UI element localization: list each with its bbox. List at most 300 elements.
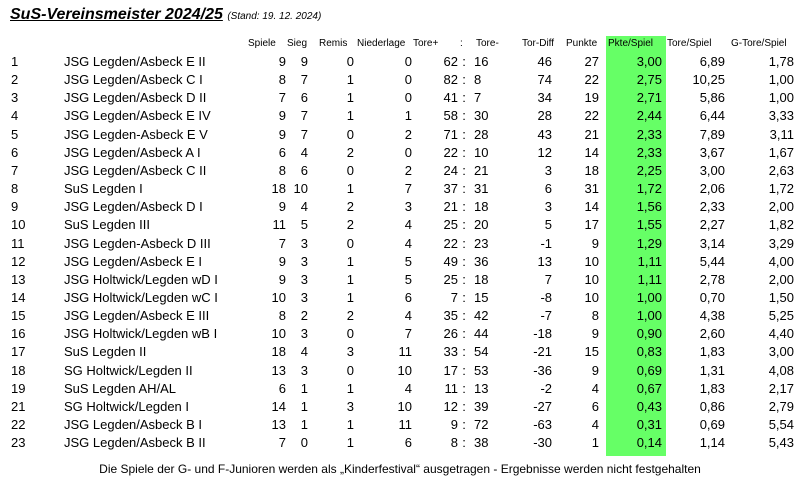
cell-tor-diff: -30 bbox=[533, 435, 552, 451]
cell-tore-minus: 18 bbox=[474, 199, 489, 215]
cell-sieg: 3 bbox=[300, 271, 308, 287]
table-row bbox=[0, 235, 800, 253]
cell-tore-minus: 54 bbox=[474, 344, 489, 360]
cell-rank: 19 bbox=[11, 380, 26, 396]
cell-team: JSG Legden/Asbeck E III bbox=[64, 308, 210, 324]
cell-rank: 23 bbox=[11, 435, 26, 451]
cell-remis: 1 bbox=[346, 271, 354, 287]
cell-punkte: 4 bbox=[591, 380, 599, 396]
header-g-tore-spiel: G-Tore/Spiel bbox=[731, 38, 787, 49]
cell-rank: 17 bbox=[11, 344, 26, 360]
table-row bbox=[0, 180, 800, 198]
cell-spiele: 8 bbox=[278, 72, 286, 88]
cell-rank: 3 bbox=[11, 90, 19, 106]
cell-tor-diff: -8 bbox=[540, 289, 552, 305]
table-row bbox=[0, 126, 800, 144]
cell-tore-spiel: 5,86 bbox=[699, 90, 725, 106]
cell-spiele: 6 bbox=[278, 380, 286, 396]
cell-spiele: 6 bbox=[278, 144, 286, 160]
cell-tore-plus: 7 bbox=[450, 289, 458, 305]
cell-tor-diff: -63 bbox=[533, 417, 552, 432]
cell-niederlage: 0 bbox=[404, 144, 412, 160]
header-punkte: Punkte bbox=[566, 38, 598, 49]
cell-spiele: 9 bbox=[278, 253, 286, 269]
cell-tore-plus: 62 bbox=[443, 54, 458, 69]
cell-tore-plus: 11 bbox=[444, 380, 458, 396]
cell-punkte: 10 bbox=[584, 289, 599, 305]
header-spiele: Spiele bbox=[248, 38, 276, 49]
cell-tore-spiel: 0,70 bbox=[699, 289, 725, 305]
cell-sieg: 0 bbox=[300, 435, 308, 451]
cell-spiele: 9 bbox=[278, 126, 286, 142]
cell-colon: : bbox=[462, 435, 466, 451]
cell-g-tore-spiel: 2,17 bbox=[768, 380, 794, 396]
table-row bbox=[0, 216, 800, 234]
cell-g-tore-spiel: 2,79 bbox=[768, 398, 794, 414]
cell-niederlage: 5 bbox=[404, 271, 412, 287]
cell-punkte: 15 bbox=[584, 344, 599, 360]
cell-colon: : bbox=[462, 289, 466, 305]
cell-punkte: 14 bbox=[584, 199, 599, 215]
cell-rank: 22 bbox=[11, 417, 26, 432]
cell-team: SuS Legden I bbox=[64, 181, 143, 197]
cell-spiele: 7 bbox=[278, 435, 286, 451]
cell-tore-spiel: 3,00 bbox=[699, 162, 725, 178]
cell-spiele: 8 bbox=[278, 308, 286, 324]
cell-pkte-spiel: 1,72 bbox=[636, 181, 662, 197]
cell-tore-plus: 26 bbox=[443, 326, 458, 342]
cell-pkte-spiel: 1,55 bbox=[636, 217, 662, 233]
cell-niederlage: 11 bbox=[398, 417, 412, 432]
cell-sieg: 6 bbox=[300, 162, 308, 178]
cell-punkte: 14 bbox=[584, 144, 599, 160]
table-row bbox=[0, 289, 800, 307]
cell-tore-plus: 24 bbox=[443, 162, 458, 178]
cell-remis: 1 bbox=[346, 90, 354, 106]
cell-colon: : bbox=[462, 162, 466, 178]
cell-pkte-spiel: 1,00 bbox=[636, 308, 662, 324]
cell-niederlage: 7 bbox=[404, 326, 412, 342]
cell-punkte: 21 bbox=[584, 126, 599, 142]
cell-spiele: 7 bbox=[278, 235, 286, 251]
cell-team: JSG Legden/Asbeck E II bbox=[64, 54, 206, 69]
header-colon: : bbox=[460, 38, 463, 49]
cell-sieg: 3 bbox=[300, 326, 308, 342]
cell-sieg: 7 bbox=[300, 108, 308, 124]
cell-colon: : bbox=[462, 54, 466, 69]
cell-tore-minus: 36 bbox=[474, 253, 489, 269]
cell-tore-minus: 44 bbox=[474, 326, 489, 342]
cell-tore-plus: 41 bbox=[443, 90, 458, 106]
cell-remis: 2 bbox=[346, 217, 354, 233]
cell-tore-spiel: 3,14 bbox=[699, 235, 725, 251]
cell-spiele: 9 bbox=[278, 271, 286, 287]
cell-sieg: 10 bbox=[293, 181, 308, 197]
cell-sieg: 2 bbox=[300, 308, 308, 324]
cell-remis: 0 bbox=[346, 362, 354, 378]
cell-rank: 7 bbox=[11, 162, 19, 178]
cell-tore-plus: 17 bbox=[443, 362, 458, 378]
cell-niederlage: 10 bbox=[397, 362, 412, 378]
cell-tore-spiel: 2,60 bbox=[699, 326, 725, 342]
cell-tore-plus: 82 bbox=[443, 72, 458, 88]
cell-colon: : bbox=[462, 253, 466, 269]
cell-rank: 14 bbox=[11, 289, 26, 305]
cell-remis: 1 bbox=[346, 417, 354, 432]
cell-tore-minus: 42 bbox=[474, 308, 489, 324]
cell-remis: 2 bbox=[346, 199, 354, 215]
cell-niederlage: 6 bbox=[404, 289, 412, 305]
cell-tore-plus: 58 bbox=[443, 108, 458, 124]
cell-rank: 21 bbox=[11, 398, 26, 414]
cell-tore-plus: 35 bbox=[443, 308, 458, 324]
cell-tore-minus: 8 bbox=[474, 72, 482, 88]
cell-tor-diff: 5 bbox=[544, 217, 552, 233]
cell-punkte: 31 bbox=[584, 181, 599, 197]
cell-g-tore-spiel: 2,00 bbox=[768, 199, 794, 215]
cell-niederlage: 0 bbox=[404, 90, 412, 106]
cell-tore-minus: 13 bbox=[474, 380, 489, 396]
cell-sieg: 5 bbox=[300, 217, 308, 233]
cell-tor-diff: 3 bbox=[544, 162, 552, 178]
cell-niederlage: 1 bbox=[404, 108, 412, 124]
cell-punkte: 17 bbox=[584, 217, 599, 233]
cell-pkte-spiel: 2,33 bbox=[636, 144, 662, 160]
cell-tore-minus: 53 bbox=[474, 362, 489, 378]
table-row bbox=[0, 380, 800, 398]
cell-pkte-spiel: 2,25 bbox=[636, 162, 662, 178]
stand-date: (Stand: 19. 12. 2024) bbox=[227, 11, 322, 22]
cell-pkte-spiel: 1,56 bbox=[636, 199, 662, 215]
cell-rank: 4 bbox=[11, 108, 19, 124]
cell-remis: 0 bbox=[346, 54, 354, 69]
cell-punkte: 6 bbox=[591, 398, 599, 414]
cell-punkte: 9 bbox=[591, 326, 599, 342]
cell-team: JSG Legden/Asbeck D II bbox=[64, 90, 207, 106]
cell-rank: 15 bbox=[11, 308, 26, 324]
cell-tore-spiel: 2,27 bbox=[699, 217, 725, 233]
cell-tore-minus: 23 bbox=[474, 235, 489, 251]
cell-team: JSG Legden/Asbeck B I bbox=[64, 417, 203, 432]
cell-colon: : bbox=[462, 362, 466, 378]
cell-remis: 1 bbox=[346, 181, 354, 197]
header-tore-plus: Tore+ bbox=[413, 38, 439, 49]
cell-team: JSG Legden/Asbeck E I bbox=[64, 253, 203, 269]
cell-colon: : bbox=[462, 398, 466, 414]
cell-punkte: 27 bbox=[584, 54, 599, 69]
cell-colon: : bbox=[462, 126, 466, 142]
cell-sieg: 4 bbox=[300, 199, 308, 215]
header-pkte-spiel: Pkte/Spiel bbox=[608, 38, 654, 49]
table-row bbox=[0, 253, 800, 271]
cell-niederlage: 4 bbox=[404, 308, 412, 324]
cell-niederlage: 6 bbox=[404, 435, 412, 451]
cell-g-tore-spiel: 2,00 bbox=[768, 271, 794, 287]
cell-punkte: 4 bbox=[591, 417, 599, 432]
cell-tore-spiel: 1,31 bbox=[699, 362, 725, 378]
cell-sieg: 3 bbox=[300, 362, 308, 378]
cell-rank: 18 bbox=[11, 362, 26, 378]
cell-niederlage: 2 bbox=[404, 162, 412, 178]
cell-colon: : bbox=[462, 235, 466, 251]
cell-pkte-spiel: 0,90 bbox=[636, 326, 662, 342]
cell-tor-diff: -18 bbox=[533, 326, 552, 342]
cell-pkte-spiel: 0,43 bbox=[636, 398, 662, 414]
cell-punkte: 22 bbox=[584, 72, 599, 88]
cell-punkte: 22 bbox=[584, 108, 599, 124]
cell-sieg: 6 bbox=[300, 90, 308, 106]
cell-sieg: 3 bbox=[300, 235, 308, 251]
cell-tore-minus: 10 bbox=[474, 144, 489, 160]
cell-niederlage: 5 bbox=[404, 253, 412, 269]
cell-pkte-spiel: 2,33 bbox=[636, 126, 662, 142]
cell-spiele: 14 bbox=[271, 398, 286, 414]
cell-tore-minus: 20 bbox=[474, 217, 489, 233]
cell-g-tore-spiel: 5,54 bbox=[768, 417, 794, 432]
table-row bbox=[0, 144, 800, 162]
cell-pkte-spiel: 0,67 bbox=[636, 380, 662, 396]
cell-g-tore-spiel: 3,11 bbox=[769, 126, 794, 142]
cell-tor-diff: 7 bbox=[544, 271, 552, 287]
cell-g-tore-spiel: 3,00 bbox=[768, 344, 794, 360]
header-tore-minus: Tore- bbox=[476, 38, 499, 49]
cell-pkte-spiel: 0,31 bbox=[636, 417, 662, 432]
cell-tore-spiel: 3,67 bbox=[699, 144, 725, 160]
cell-tore-minus: 16 bbox=[474, 54, 489, 69]
cell-pkte-spiel: 0,14 bbox=[636, 435, 662, 451]
cell-team: JSG Holtwick/Legden wC I bbox=[64, 289, 218, 305]
cell-spiele: 11 bbox=[272, 217, 286, 233]
cell-remis: 0 bbox=[346, 162, 354, 178]
cell-team: JSG Legden-Asbeck D III bbox=[64, 235, 211, 251]
cell-pkte-spiel: 2,71 bbox=[636, 90, 662, 106]
header-tore-spiel: Tore/Spiel bbox=[667, 38, 712, 49]
cell-team: JSG Legden/Asbeck A I bbox=[64, 144, 201, 160]
cell-tore-plus: 49 bbox=[443, 253, 458, 269]
cell-colon: : bbox=[462, 72, 466, 88]
cell-tore-plus: 25 bbox=[443, 271, 458, 287]
cell-tore-minus: 21 bbox=[474, 162, 489, 178]
cell-tor-diff: -2 bbox=[540, 380, 552, 396]
cell-niederlage: 2 bbox=[404, 126, 412, 142]
cell-tore-spiel: 1,83 bbox=[699, 344, 725, 360]
cell-tor-diff: 46 bbox=[537, 54, 552, 69]
cell-punkte: 9 bbox=[591, 235, 599, 251]
cell-g-tore-spiel: 1,72 bbox=[768, 181, 794, 197]
cell-tor-diff: 13 bbox=[537, 253, 552, 269]
cell-sieg: 3 bbox=[300, 253, 308, 269]
cell-tore-minus: 18 bbox=[474, 271, 489, 287]
cell-tore-spiel: 2,78 bbox=[699, 271, 725, 287]
cell-rank: 13 bbox=[11, 271, 26, 287]
cell-rank: 12 bbox=[11, 253, 26, 269]
footer-note: Die Spiele der G- und F-Junioren werden als „Kinderfestival“ ausgetragen - Ergebnisse werden nicht festgehalten bbox=[99, 462, 701, 476]
cell-team: SuS Legden AH/AL bbox=[64, 380, 177, 396]
cell-sieg: 7 bbox=[300, 126, 308, 142]
cell-remis: 1 bbox=[346, 289, 354, 305]
cell-rank: 2 bbox=[11, 72, 19, 88]
cell-colon: : bbox=[462, 144, 466, 160]
cell-remis: 3 bbox=[346, 398, 354, 414]
cell-niederlage: 7 bbox=[404, 181, 412, 197]
cell-spiele: 7 bbox=[278, 90, 286, 106]
cell-tore-minus: 15 bbox=[474, 289, 489, 305]
cell-colon: : bbox=[462, 326, 466, 342]
cell-niederlage: 0 bbox=[404, 72, 412, 88]
cell-tor-diff: 43 bbox=[537, 126, 552, 142]
cell-tore-spiel: 4,38 bbox=[699, 308, 725, 324]
header-niederlage: Niederlage bbox=[357, 38, 406, 49]
cell-rank: 5 bbox=[11, 126, 19, 142]
cell-tore-minus: 31 bbox=[474, 181, 489, 197]
cell-colon: : bbox=[462, 181, 466, 197]
cell-tor-diff: -1 bbox=[540, 235, 552, 251]
table-row bbox=[0, 162, 800, 180]
cell-tor-diff: 28 bbox=[537, 108, 552, 124]
page-title bbox=[10, 6, 321, 24]
cell-g-tore-spiel: 5,43 bbox=[768, 435, 794, 451]
cell-tor-diff: 34 bbox=[537, 90, 552, 106]
cell-remis: 0 bbox=[346, 235, 354, 251]
cell-tore-spiel: 2,33 bbox=[699, 199, 725, 215]
cell-tore-plus: 9 bbox=[450, 417, 458, 432]
cell-g-tore-spiel: 5,25 bbox=[768, 308, 794, 324]
cell-remis: 1 bbox=[346, 435, 354, 451]
cell-sieg: 1 bbox=[300, 417, 308, 432]
title-text: SuS-Vereinsmeister 2024/25 bbox=[10, 6, 223, 23]
cell-remis: 1 bbox=[346, 72, 354, 88]
cell-colon: : bbox=[462, 380, 466, 396]
cell-pkte-spiel: 2,44 bbox=[636, 108, 662, 124]
cell-punkte: 18 bbox=[584, 162, 599, 178]
cell-g-tore-spiel: 1,00 bbox=[768, 72, 794, 88]
cell-rank: 11 bbox=[11, 235, 25, 251]
cell-tore-spiel: 6,44 bbox=[699, 108, 725, 124]
cell-tore-spiel: 0,86 bbox=[699, 398, 725, 414]
cell-g-tore-spiel: 1,78 bbox=[768, 54, 794, 69]
cell-niederlage: 3 bbox=[404, 199, 412, 215]
cell-tore-spiel: 0,69 bbox=[699, 417, 725, 432]
cell-tore-spiel: 1,83 bbox=[699, 380, 725, 396]
cell-colon: : bbox=[462, 308, 466, 324]
cell-sieg: 1 bbox=[300, 380, 308, 396]
cell-colon: : bbox=[462, 199, 466, 215]
cell-tore-plus: 22 bbox=[443, 144, 458, 160]
cell-colon: : bbox=[462, 108, 466, 124]
table-row bbox=[0, 434, 800, 452]
cell-spiele: 9 bbox=[278, 108, 286, 124]
cell-tore-spiel: 1,14 bbox=[699, 435, 725, 451]
cell-remis: 1 bbox=[346, 108, 354, 124]
cell-spiele: 13 bbox=[271, 362, 286, 378]
cell-team: SG Holtwick/Legden II bbox=[64, 362, 193, 378]
cell-team: JSG Holtwick/Legden wD I bbox=[64, 271, 218, 287]
table-row bbox=[0, 416, 800, 434]
cell-pkte-spiel: 1,00 bbox=[636, 289, 662, 305]
cell-spiele: 10 bbox=[271, 326, 286, 342]
cell-g-tore-spiel: 4,40 bbox=[768, 326, 794, 342]
cell-team: SG Holtwick/Legden I bbox=[64, 398, 190, 414]
cell-niederlage: 11 bbox=[398, 344, 412, 360]
cell-rank: 9 bbox=[11, 199, 19, 215]
cell-pkte-spiel: 2,75 bbox=[636, 72, 662, 88]
cell-remis: 2 bbox=[346, 144, 354, 160]
table-row bbox=[0, 198, 800, 216]
cell-remis: 0 bbox=[346, 126, 354, 142]
cell-tore-plus: 25 bbox=[443, 217, 458, 233]
cell-spiele: 9 bbox=[278, 199, 286, 215]
cell-team: JSG Holtwick/Legden wB I bbox=[64, 326, 218, 342]
cell-punkte: 10 bbox=[584, 271, 599, 287]
cell-spiele: 18 bbox=[271, 181, 286, 197]
table-row bbox=[0, 362, 800, 380]
table-row bbox=[0, 271, 800, 289]
cell-team: JSG Legden/Asbeck D I bbox=[64, 199, 203, 215]
cell-sieg: 7 bbox=[300, 72, 308, 88]
cell-team: SuS Legden II bbox=[64, 344, 147, 360]
cell-niederlage: 4 bbox=[404, 217, 412, 233]
table-row bbox=[0, 307, 800, 325]
cell-remis: 1 bbox=[346, 380, 354, 396]
table-row bbox=[0, 53, 800, 71]
cell-g-tore-spiel: 1,00 bbox=[768, 90, 794, 106]
cell-tore-plus: 71 bbox=[443, 126, 458, 142]
cell-pkte-spiel: 3,00 bbox=[636, 54, 662, 69]
cell-pkte-spiel: 1,29 bbox=[636, 235, 662, 251]
cell-tore-plus: 37 bbox=[443, 181, 458, 197]
cell-tore-minus: 72 bbox=[474, 417, 489, 432]
cell-team: JSG Legden-Asbeck E V bbox=[64, 126, 208, 142]
cell-team: JSG Legden/Asbeck C II bbox=[64, 162, 207, 178]
cell-tor-diff: 6 bbox=[544, 181, 552, 197]
cell-tor-diff: 74 bbox=[537, 72, 552, 88]
cell-remis: 1 bbox=[346, 253, 354, 269]
cell-punkte: 9 bbox=[591, 362, 599, 378]
header-remis: Remis bbox=[319, 38, 348, 49]
cell-rank: 6 bbox=[11, 144, 19, 160]
cell-tore-spiel: 10,25 bbox=[692, 72, 725, 88]
cell-remis: 3 bbox=[346, 344, 354, 360]
table-row bbox=[0, 343, 800, 361]
cell-g-tore-spiel: 4,00 bbox=[768, 253, 794, 269]
cell-sieg: 9 bbox=[300, 54, 308, 69]
cell-spiele: 13 bbox=[271, 417, 286, 432]
cell-colon: : bbox=[462, 344, 466, 360]
cell-spiele: 18 bbox=[271, 344, 286, 360]
cell-g-tore-spiel: 4,08 bbox=[768, 362, 794, 378]
cell-tore-minus: 7 bbox=[474, 90, 482, 106]
cell-punkte: 1 bbox=[591, 435, 599, 451]
cell-colon: : bbox=[462, 90, 466, 106]
cell-pkte-spiel: 0,69 bbox=[636, 362, 662, 378]
cell-spiele: 9 bbox=[278, 54, 286, 69]
cell-punkte: 8 bbox=[591, 308, 599, 324]
cell-tor-diff: -21 bbox=[533, 344, 552, 360]
cell-tore-spiel: 7,89 bbox=[699, 126, 725, 142]
cell-g-tore-spiel: 2,63 bbox=[768, 162, 794, 178]
cell-pkte-spiel: 0,83 bbox=[636, 344, 662, 360]
cell-sieg: 1 bbox=[300, 398, 308, 414]
cell-tore-minus: 38 bbox=[474, 435, 489, 451]
cell-rank: 10 bbox=[11, 217, 26, 233]
cell-colon: : bbox=[462, 271, 466, 287]
table-row bbox=[0, 71, 800, 89]
cell-g-tore-spiel: 1,82 bbox=[768, 217, 794, 233]
table-row bbox=[0, 398, 800, 416]
cell-spiele: 8 bbox=[278, 162, 286, 178]
cell-tore-plus: 33 bbox=[443, 344, 458, 360]
cell-spiele: 10 bbox=[271, 289, 286, 305]
